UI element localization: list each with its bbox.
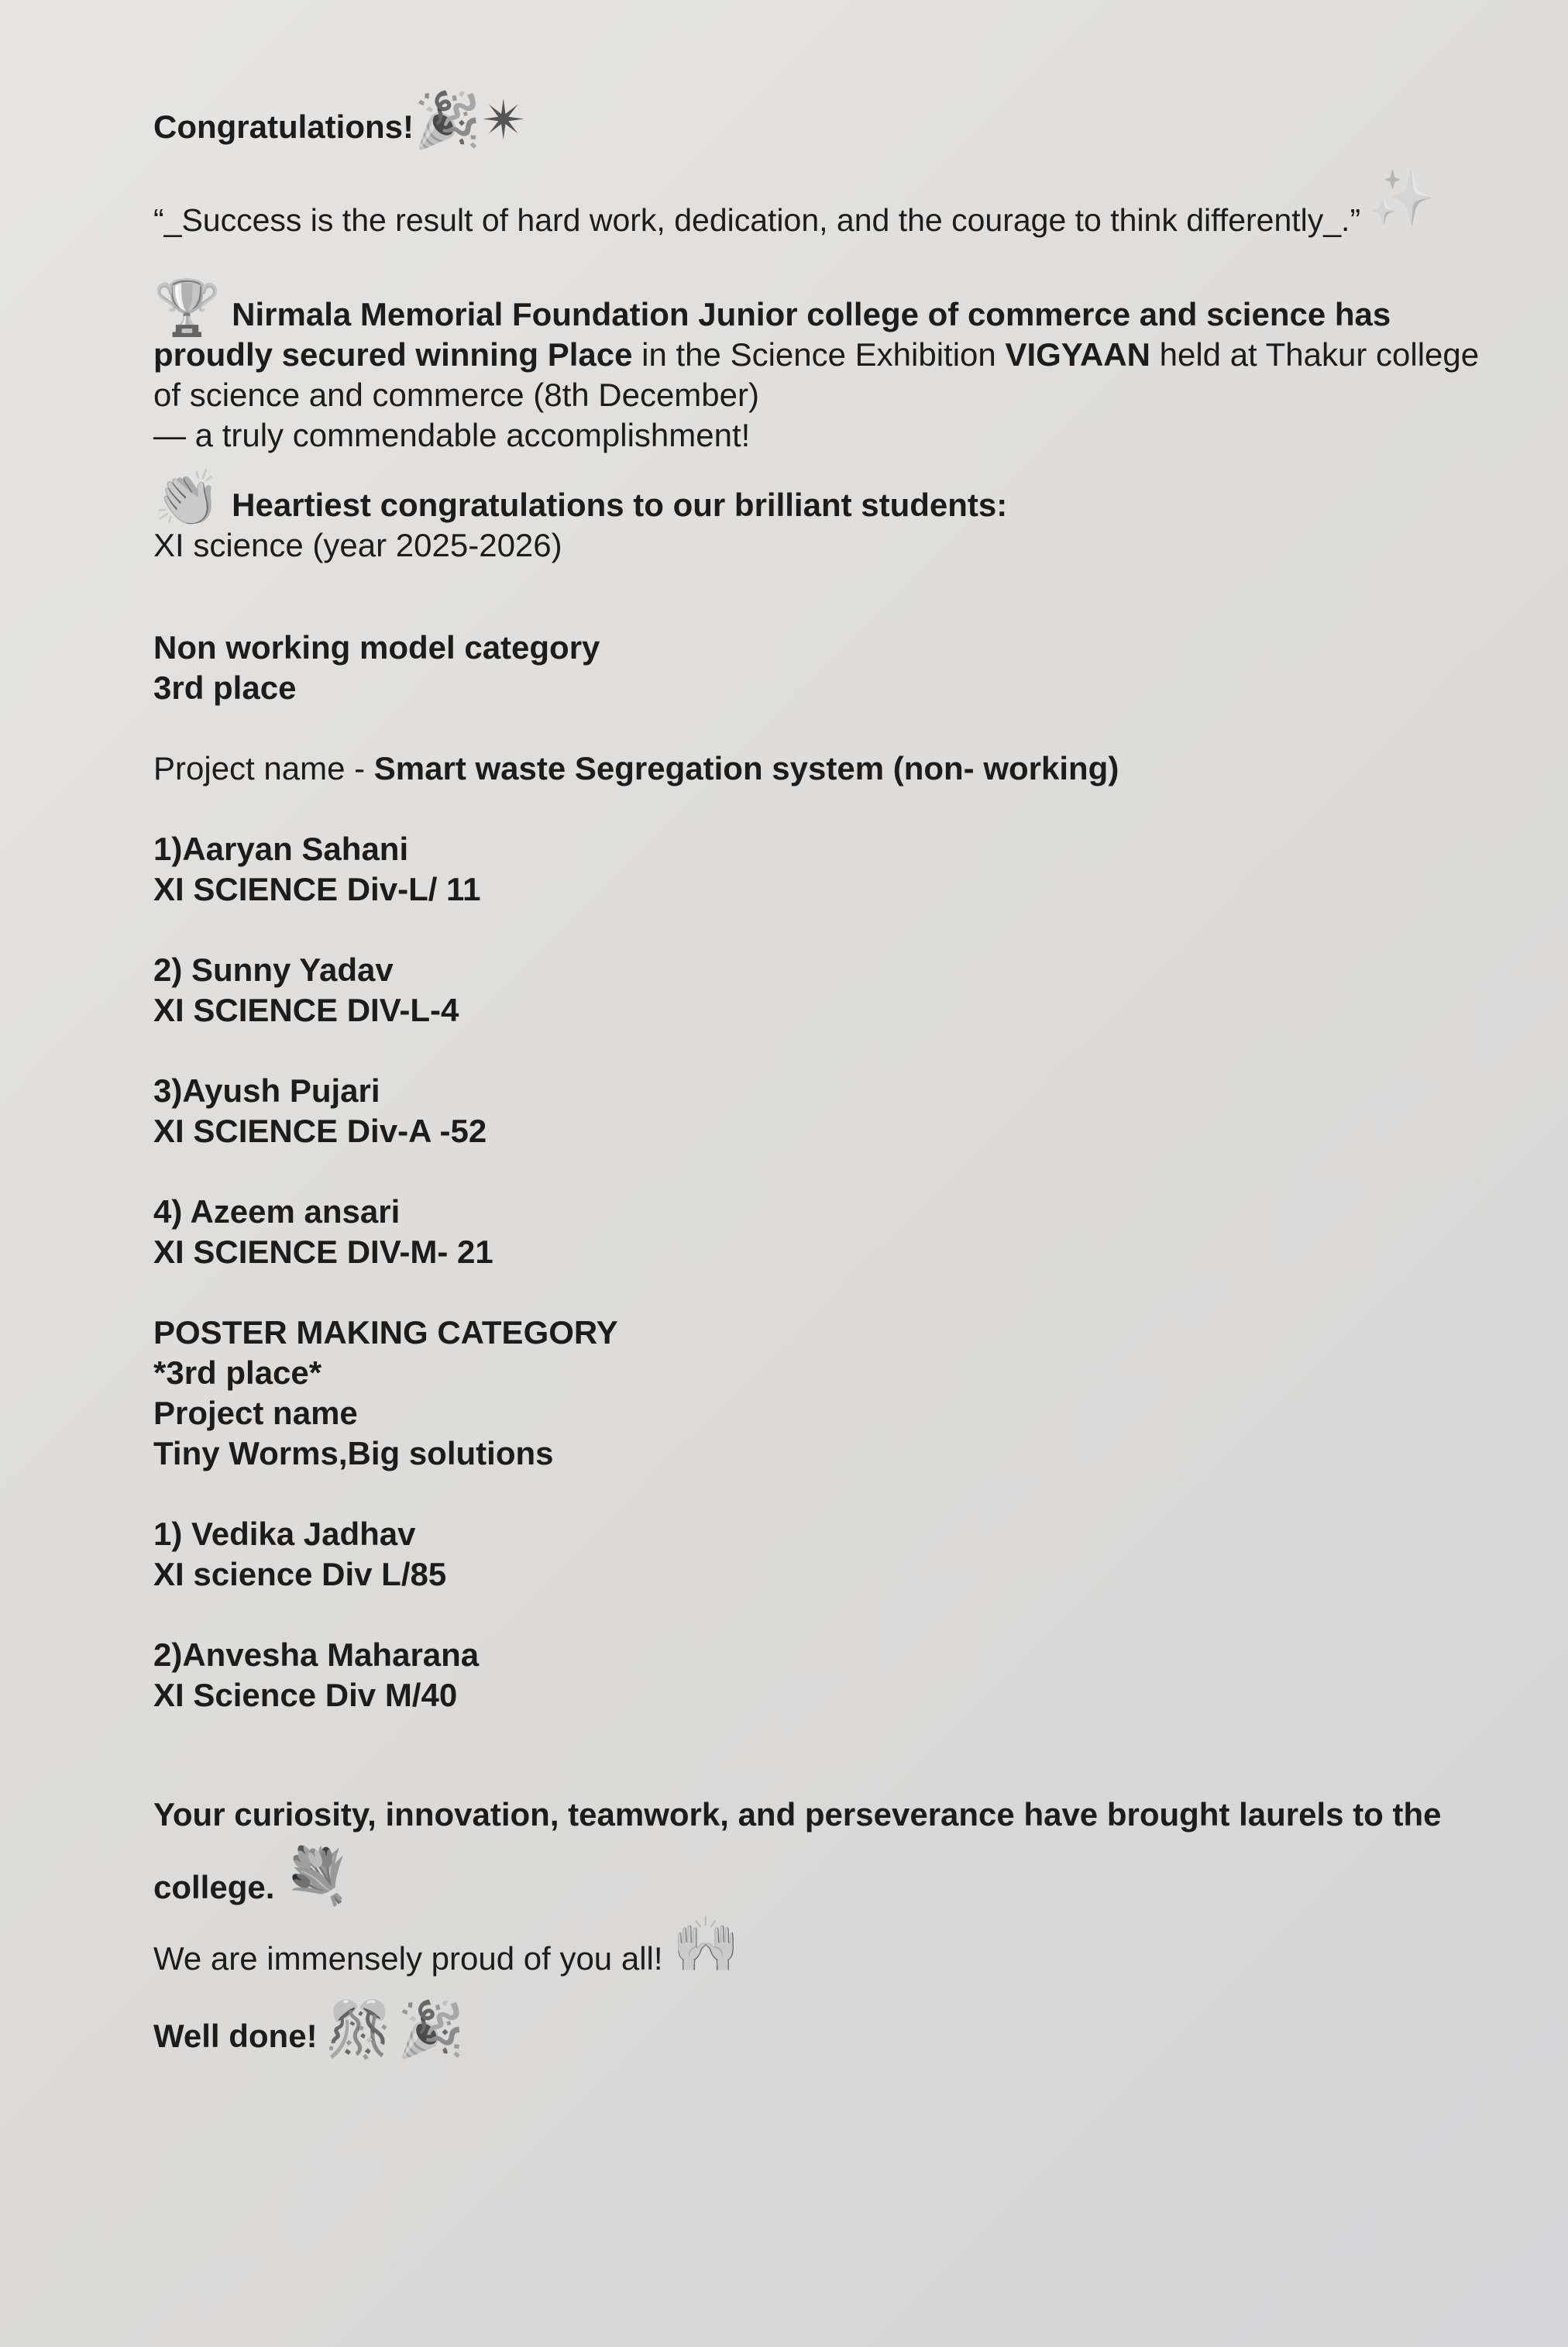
- bouquet-icon: 💐: [284, 1846, 352, 1906]
- category-name: POSTER MAKING CATEGORY: [153, 1314, 618, 1351]
- closing-line-2-row: [153, 1846, 1501, 1908]
- announcement-bold-intro: Nirmala Memorial Foundation Junior college of commerce and science has: [232, 296, 1391, 332]
- announcement-rest: held at Thakur college: [1150, 336, 1480, 373]
- quote-text: “_Success is the result of hard work, dedication, and the courage to think differently_.”: [153, 202, 1361, 238]
- raising-hands-icon: 🙌: [672, 1914, 740, 1974]
- project-name-line: [153, 748, 1501, 789]
- student-division: XI science Div L/85: [153, 1556, 447, 1592]
- category-place: *3rd place*: [153, 1354, 322, 1391]
- announcement-line-1: [153, 277, 1501, 338]
- winning-place-phrase: proudly secured winning Place: [153, 336, 633, 373]
- event-name: VIGYAAN: [1005, 336, 1150, 373]
- proud-row: [153, 1914, 1501, 1979]
- document-page: [153, 90, 1501, 2060]
- announcement-line-2: [153, 335, 1501, 375]
- student-division: XI SCIENCE Div-A -52: [153, 1113, 487, 1149]
- announcement-line-3: of science and commerce (8th December): [153, 377, 759, 413]
- student-name: 1)Aaryan Sahani: [153, 831, 409, 867]
- students-heading: Heartiest congratulations to our brilliant students:: [232, 487, 1008, 523]
- closing-line-1: Your curiosity, innovation, teamwork, and perseverance have brought laurels to the: [153, 1796, 1442, 1833]
- student-division: XI SCIENCE Div-L/ 11: [153, 871, 481, 907]
- closing-line-2: college.: [153, 1869, 275, 1905]
- trophy-icon: 🏆: [153, 277, 222, 338]
- proud-text: We are immensely proud of you all!: [153, 1940, 663, 1977]
- confetti-icon: 🎊: [325, 1999, 393, 2060]
- announcement-mid-text: in the Science Exhibition: [632, 336, 1006, 373]
- project-label: Project name: [153, 1395, 358, 1431]
- party-popper-icon: 🎉: [413, 90, 482, 150]
- announcement-line-4: — a truly commendable accomplishment!: [153, 417, 751, 453]
- well-done-row: [153, 1999, 1501, 2060]
- student-name: 1) Vedika Jadhav: [153, 1516, 416, 1552]
- student-division: XI SCIENCE DIV-M- 21: [153, 1234, 493, 1270]
- student-division: XI Science Div M/40: [153, 1677, 458, 1713]
- project-name: Tiny Worms,Big solutions: [153, 1435, 554, 1471]
- title-row: [153, 90, 1501, 150]
- student-division: XI SCIENCE DIV-L-4: [153, 992, 459, 1028]
- project-label: Project name -: [153, 750, 374, 786]
- student-name: 4) Azeem ansari: [153, 1193, 401, 1230]
- class-year: XI science (year 2025-2026): [153, 527, 562, 563]
- announcement: [153, 277, 1501, 456]
- category-place: 3rd place: [153, 669, 297, 706]
- sparkles-icon: ✨: [1368, 167, 1436, 228]
- category-poster-making: [153, 1313, 1501, 1716]
- student-name: 2) Sunny Yadav: [153, 952, 394, 988]
- student-name: 3)Ayush Pujari: [153, 1072, 380, 1109]
- closing: [153, 1795, 1501, 2060]
- student-name: 2)Anvesha Maharana: [153, 1636, 480, 1673]
- page-title: Congratulations!: [153, 108, 414, 145]
- sparkle-burst-icon: ✴: [481, 90, 527, 150]
- category-non-working-model: [153, 628, 1501, 1272]
- party-popper-icon: 🎉: [397, 1999, 465, 2060]
- project-name: Smart waste Segregation system (non- working): [373, 750, 1119, 786]
- well-done-text: Well done!: [153, 2018, 318, 2054]
- clapping-hands-icon: 👏: [153, 468, 222, 528]
- category-name: Non working model category: [153, 629, 600, 666]
- students-heading-row: [153, 468, 1501, 528]
- quote-row: [153, 167, 1501, 240]
